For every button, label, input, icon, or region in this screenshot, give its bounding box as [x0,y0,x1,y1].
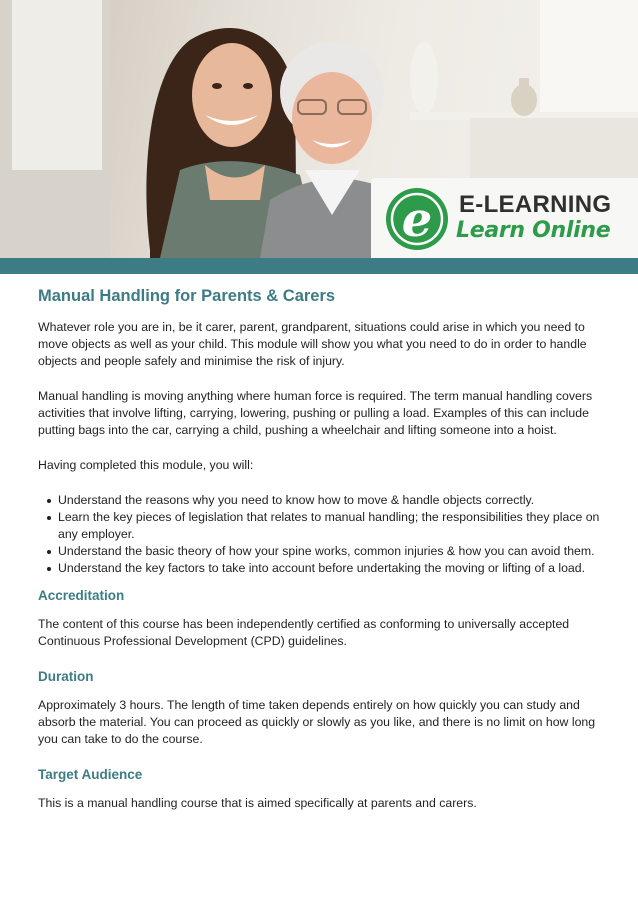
duration-heading: Duration [38,669,94,684]
outcomes-lead: Having completed this module, you will: [38,458,254,472]
e-learning-logo-icon [381,181,453,253]
e-letter: e [401,192,433,248]
outcome-item: Understand the key factors to take into account before undertaking the moving or lifting of a load. [38,560,604,577]
intro-paragraph: Whatever role you are in, be it carer, parent, grandparent, situations could arise in which you need to move objects as well as your child. This module will show you what you need to do in order to handle objects and people safely and minimise the risk of injury. [38,320,587,368]
audience-heading: Target Audience [38,767,143,782]
accreditation-text: The content of this course has been independently certified as conforming to universally accepted Continuous Professional Development (CPD) guidelines. [38,617,570,648]
document-body [38,286,604,830]
definition-paragraph: Manual handling is moving anything where human force is required. The term manual handling covers activities that involve lifting, carrying, lowering, pushing or pulling a load. Examples of this can include putting bags into the car, carrying a child, pushing a wheelchair and lifting someone into a hoist. [38,389,593,437]
e-learning-badge [371,178,638,258]
outcomes-list [38,492,604,577]
outcome-item: Understand the reasons why you need to know how to move & handle objects correctly. [38,492,604,509]
accreditation-heading: Accreditation [38,588,125,603]
outcome-item: Understand the basic theory of how your spine works, common injuries & how you can avoid them. [38,543,604,560]
document-title: Manual Handling for Parents & Carers [38,287,336,305]
teal-divider-band [0,258,638,274]
duration-text: Approximately 3 hours. The length of time taken depends entirely on how quickly you can study and absorb the material. You can proceed as quickly or slowly as you like, and there is no limit on how long you can take to do the course. [38,698,596,746]
badge-line-2: Learn Online [456,218,611,243]
outcome-item: Learn the key pieces of legislation that relates to manual handling; the responsibilities they place on any employer. [38,509,604,543]
audience-text: This is a manual handling course that is aimed specifically at parents and carers. [38,796,477,810]
badge-line-1: E-LEARNING [459,191,612,218]
